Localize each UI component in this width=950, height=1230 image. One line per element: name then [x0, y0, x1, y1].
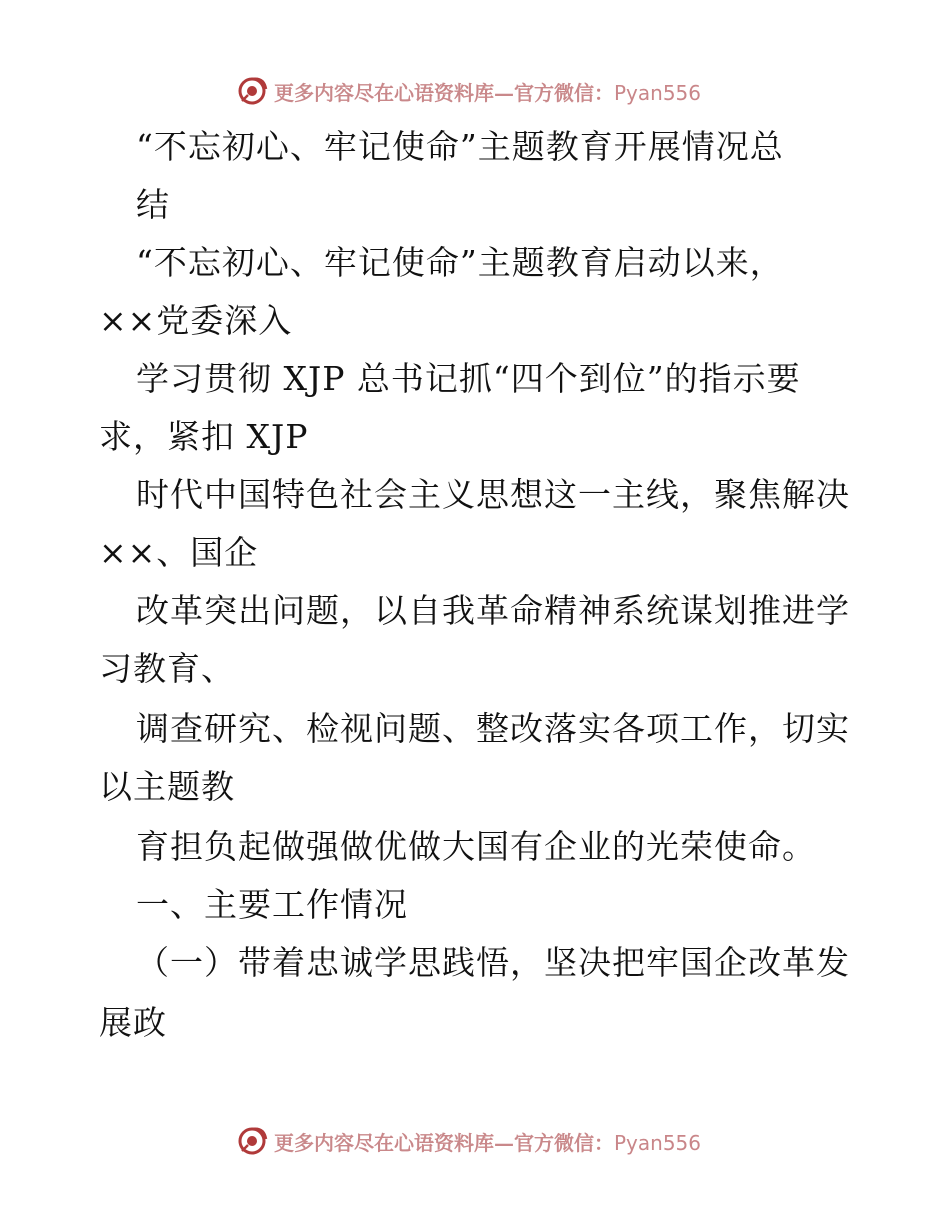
- doc-line-16: 展政: [99, 1003, 167, 1042]
- doc-line-9: 改革突出问题，以自我革命精神系统谋划推进学: [136, 591, 850, 630]
- doc-line-2: 结: [136, 185, 170, 224]
- watermark-text: [274, 77, 701, 106]
- logo-icon: [236, 75, 268, 107]
- header-watermark: [236, 74, 701, 108]
- doc-line-5: 学习贯彻 XJP 总书记抓“四个到位”的指示要: [136, 359, 801, 398]
- logo-icon: [236, 1125, 268, 1157]
- watermark-cn: 更多内容尽在心语资料库—官方微信：: [274, 80, 614, 105]
- watermark-cn: 更多内容尽在心语资料库—官方微信：: [274, 1130, 614, 1155]
- watermark-id: Pyan556: [614, 80, 702, 105]
- watermark-text: [274, 1127, 701, 1156]
- doc-line-15: （一）带着忠诚学思践悟，坚决把牢国企改革发: [136, 943, 850, 982]
- footer-watermark: [236, 1124, 701, 1158]
- watermark-id: Pyan556: [614, 1130, 702, 1155]
- doc-line-7: 时代中国特色社会主义思想这一主线，聚焦解决: [136, 475, 850, 514]
- doc-line-13: 育担负起做强做优做大国有企业的光荣使命。: [136, 827, 816, 866]
- doc-line-3: “不忘初心、牢记使命”主题教育启动以来，: [136, 243, 784, 282]
- doc-line-10: 习教育、: [99, 649, 235, 688]
- section-heading: 一、主要工作情况: [136, 885, 408, 924]
- doc-line-12: 以主题教: [99, 767, 235, 806]
- doc-line-11: 调查研究、检视问题、整改落实各项工作，切实: [136, 709, 850, 748]
- doc-line-4: ××党委深入: [99, 301, 293, 340]
- doc-line-1: “不忘初心、牢记使命”主题教育开展情况总: [136, 127, 784, 166]
- doc-line-8: ××、国企: [99, 533, 259, 572]
- doc-line-6: 求，紧扣 XJP: [99, 417, 309, 456]
